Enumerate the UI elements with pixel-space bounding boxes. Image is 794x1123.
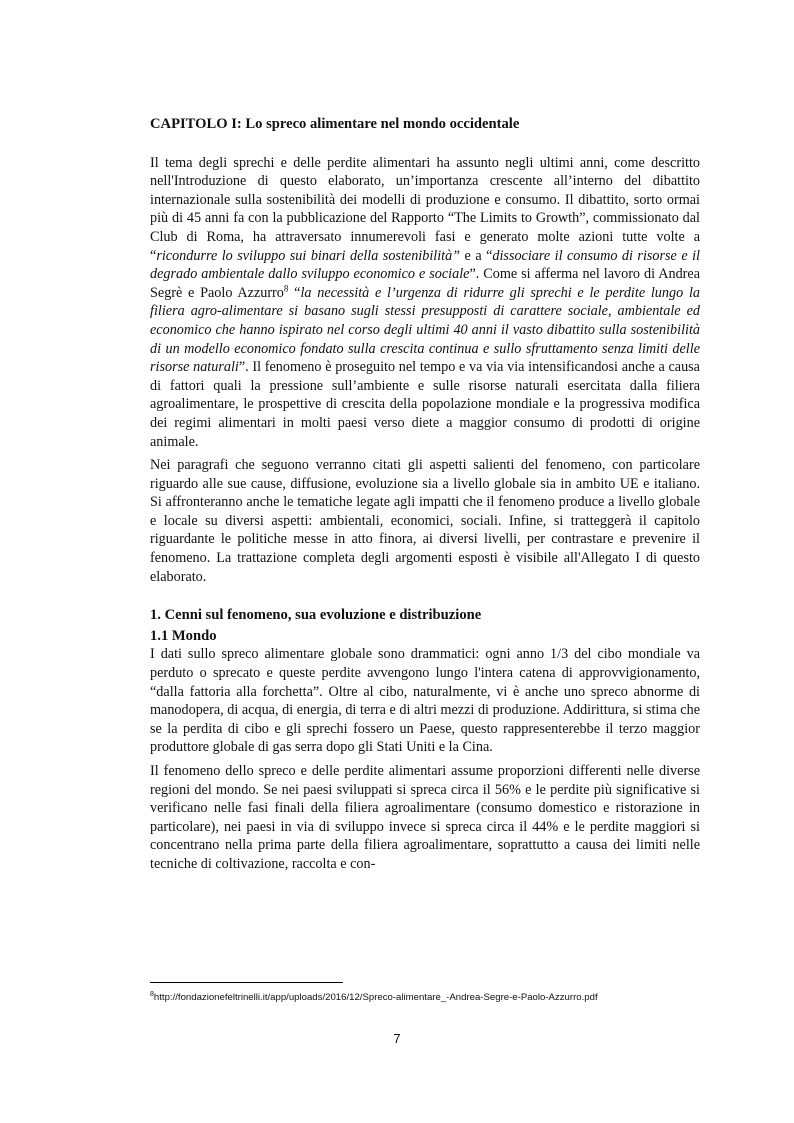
footnote-link[interactable]: http://fondazionefeltrinelli.it/app/uploads/2016/12/Spreco-alimentare_-Andrea-Segre-e-Paolo-Azzurro.pdf <box>153 992 598 1003</box>
quote-italic: ricondurre lo sviluppo sui binari della sostenibilità” <box>156 247 461 264</box>
footnote <box>150 992 710 1003</box>
footnote-reference[interactable]: 8 <box>283 283 289 294</box>
text-run: ”. Come si afferma nel lavoro di Andrea Segrè e Paolo Azzurro <box>150 266 700 301</box>
paragraph-outline: Nei paragrafi che seguono verranno citati gli aspetti salienti del fenomeno, con particolare riguardo alle sue cause, diffusione, evoluzione sia a livello globale sia in ambito UE e italiano. Si affronteranno anche le tematiche legate agli impatti che il fenomeno produce a livello globale e locale su diversi aspetti: ambientali, economici, sociali. Infine, si tratteggerà il capitolo riguardante le politiche messe in atto finora, ai diversi livelli, per contrastare e prevenire il fenomeno. La trattazione completa degli argomenti esposti è visibile all'Allegato I di questo elaborato. <box>150 457 700 585</box>
document-body <box>150 115 700 879</box>
text-run: Il tema degli sprechi e delle perdite alimentari ha assunto negli ultimi anni, come descritto nell'Introduzione di questo elaborato, un’importanza crescente all’interno del dibattito internazionale sulla sostenibilità dei modelli di produzione e consumo. Il dibattito, sorto ormai più di 45 anni fa con la pubblicazione del Rapporto “The Limits to Growth”, commissionato dal Club di Roma, ha attraversato innumerevoli fasi e generato molte azioni tutte volte a “ <box>150 154 700 264</box>
text-run: “ <box>288 284 301 301</box>
page-number: 7 <box>393 1031 401 1046</box>
quote-italic: dissociare il consumo di risorse e il degrado ambientale dallo sviluppo economico e sociale <box>150 247 700 283</box>
quote-italic: la necessità e l’urgenza di ridurre gli sprechi e le perdite lungo la filiera agro-alimentare si basano sugli stessi presupposti di carattere sociale, ambientale ed economico che hanno ispirato nel corso degli ultimi 40 anni il vasto dibattito sulla sostenibilità di un modello economico fondato sulla crescita continua e sullo sfruttamento senza limiti delle risorse naturali <box>150 284 700 376</box>
subsection-title: 1.1 Mondo <box>150 627 217 644</box>
section-title: 1. Cenni sul fenomeno, sua evoluzione e distribuzione <box>150 607 482 624</box>
footnote-number: 8 <box>150 990 154 998</box>
paragraph-intro <box>150 154 700 452</box>
paragraph-world-data: I dati sullo spreco alimentare globale sono drammatici: ogni anno 1/3 del cibo mondiale va perduto o sprecato e queste perdite avvengono lungo l'intera catena di approvvigionamento, “dalla fattoria alla forchetta”. Oltre al cibo, naturalmente, vi è anche uno spreco abnorme di manodopera, di acqua, di energia, di terra e di altri mezzi di produzione. Addirittura, si stima che se la perdita di cibo e gli sprechi fossero un Paese, questo rappresenterebbe il terzo maggior produttore globale di gas serra dopo gli Stati Uniti e la Cina. <box>150 646 700 756</box>
paragraph-regional-distribution: Il fenomeno dello spreco e delle perdite alimentari assume proporzioni differenti nelle diverse regioni del mondo. Se nei paesi sviluppati si spreca circa il 56% e le perdite più significative si verificano nelle fasi finali della filiera agroalimentare (consumo domestico e ristorazione in particolare), nei paesi in via di sviluppo invece si spreca circa il 44% e le perdite maggiori si concentrano nella prima parte della filiera agroalimentare, soprattutto a causa dei limiti nelle tecniche di coltivazione, raccolta e con- <box>150 763 700 872</box>
chapter-title: CAPITOLO I: Lo spreco alimentare nel mondo occidentale <box>150 116 520 132</box>
text-run: e a “ <box>460 247 493 264</box>
footnote-separator <box>150 982 343 983</box>
text-run: ”. Il fenomeno è proseguito nel tempo e va via via intensificandosi anche a causa di fattori quali la pressione sull’ambiente e sulle risorse naturali esercitata dalla filiera agroalimentare, le prospettive di crescita della popolazione mondiale e la progressiva modifica dei regimi alimentari in molti paesi verso diete a maggior consumo di prodotti di origine animale. <box>150 359 700 450</box>
